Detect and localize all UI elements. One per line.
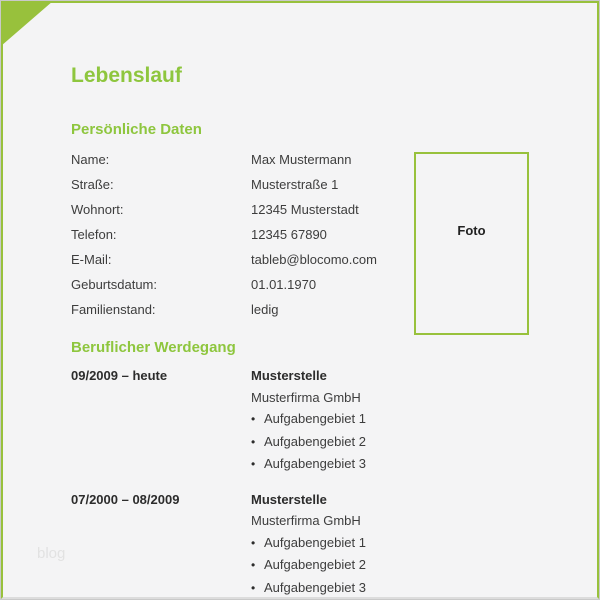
table-row <box>71 172 401 197</box>
entry-task <box>251 453 541 476</box>
bullet-icon: • <box>251 457 256 471</box>
entry-position: Musterstelle <box>251 368 327 383</box>
personal-data-heading: Persönliche Daten <box>71 121 202 138</box>
personal-data-section <box>71 121 401 322</box>
bullet-icon: • <box>251 434 256 449</box>
entry-details <box>251 365 541 476</box>
entry-company: Musterfirma GmbH <box>251 389 361 405</box>
table-row <box>71 297 401 322</box>
field-label: Geburtsdatum: <box>71 277 157 292</box>
task-label: Aufgabengebiet 1 <box>264 411 366 426</box>
field-value: Max Mustermann <box>251 152 352 167</box>
bullet-icon: • <box>251 558 256 572</box>
career-heading: Beruflicher Werdegang <box>71 339 236 356</box>
entry-details <box>251 489 541 600</box>
field-label: Name: <box>71 152 110 167</box>
task-label: Aufgabengebiet 3 <box>264 456 366 471</box>
field-value: Musterstraße 1 <box>251 177 339 192</box>
field-value: 01.01.1970 <box>251 277 317 292</box>
field-value: 12345 67890 <box>251 227 327 242</box>
table-row <box>71 247 401 272</box>
entry-position: Musterstelle <box>251 491 327 507</box>
photo-placeholder <box>414 152 529 335</box>
career-entries <box>71 365 541 599</box>
task-label: Aufgabengebiet 2 <box>264 433 366 449</box>
page-title: Lebenslauf <box>71 64 182 87</box>
personal-data-table <box>71 147 401 322</box>
watermark-text: blog <box>37 545 66 562</box>
photo-label: Foto <box>457 223 486 238</box>
bullet-icon: • <box>251 535 256 550</box>
field-label: E-Mail: <box>71 252 112 267</box>
bullet-icon: • <box>251 580 256 595</box>
bullet-icon: • <box>251 412 256 426</box>
table-row <box>71 197 401 222</box>
field-label: Familienstand: <box>71 302 156 317</box>
entry-task <box>251 532 541 555</box>
entry-period: 07/2000 – 08/2009 <box>71 491 180 507</box>
table-row <box>71 272 401 297</box>
task-label: Aufgabengebiet 1 <box>264 534 366 550</box>
field-value: ledig <box>251 302 279 317</box>
career-entry <box>71 489 541 600</box>
table-row <box>71 147 401 172</box>
career-section <box>71 339 541 600</box>
entry-company: Musterfirma GmbH <box>251 513 361 528</box>
career-entry <box>71 365 541 476</box>
task-label: Aufgabengebiet 2 <box>264 557 366 572</box>
entry-period: 09/2009 – heute <box>71 368 168 383</box>
entry-task <box>251 431 541 454</box>
field-label: Telefon: <box>71 227 117 242</box>
entry-task <box>251 408 541 431</box>
entry-task <box>251 554 541 577</box>
entry-task <box>251 577 541 600</box>
field-value: tableb@blocomo.com <box>251 252 377 267</box>
field-label: Wohnort: <box>71 202 124 217</box>
field-label: Straße: <box>71 177 114 192</box>
task-label: Aufgabengebiet 3 <box>264 579 366 595</box>
field-value: 12345 Musterstadt <box>251 202 359 217</box>
table-row <box>71 222 401 247</box>
corner-triangle-decoration <box>1 1 53 46</box>
